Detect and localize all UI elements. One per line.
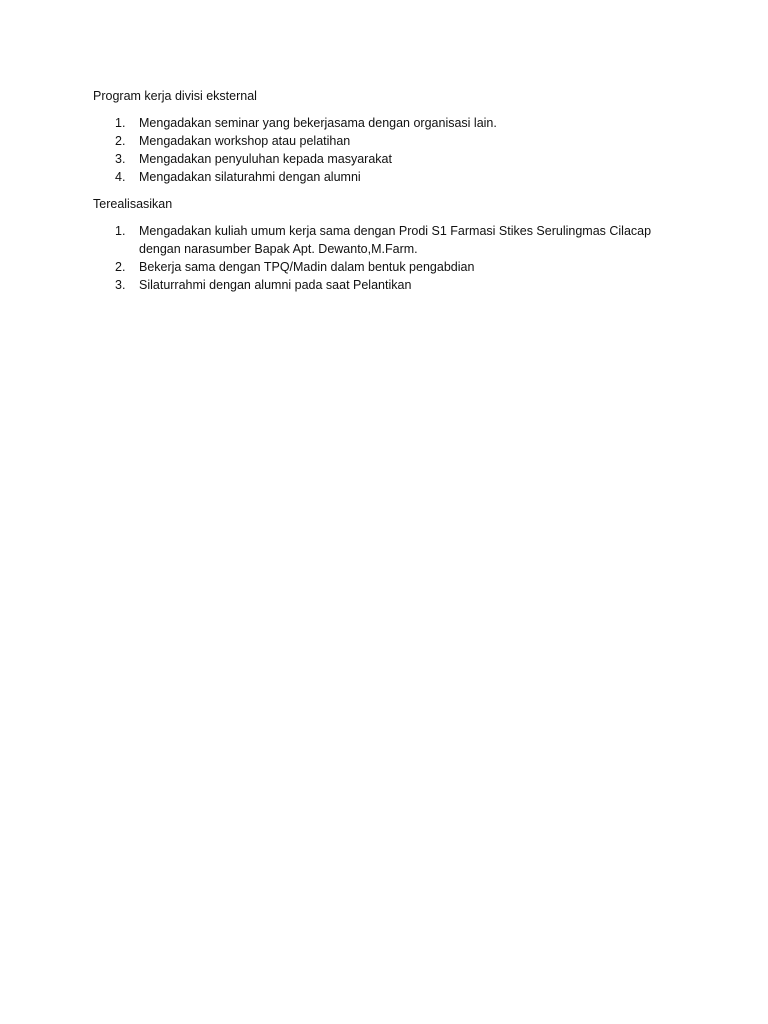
list-number: 2. — [115, 260, 126, 274]
list-text: Mengadakan workshop atau pelatihan — [139, 134, 351, 148]
realized-list — [93, 222, 693, 294]
program-list — [93, 114, 693, 186]
list-number: 1. — [115, 116, 126, 130]
list-item — [93, 222, 693, 258]
list-number: 4. — [115, 170, 126, 184]
document-content — [93, 87, 693, 303]
list-text: Bekerja sama dengan TPQ/Madin dalam bentuk pengabdian — [139, 260, 475, 274]
list-item — [93, 276, 693, 294]
list-number: 3. — [115, 278, 126, 292]
list-text: Mengadakan kuliah umum kerja sama dengan Prodi S1 Farmasi Stikes Serulingmas Cilacap dengan narasumber Bapak Apt. Dewanto,M.Farm. — [139, 224, 652, 256]
list-text: Mengadakan seminar yang bekerjasama dengan organisasi lain. — [139, 116, 497, 130]
list-number: 1. — [115, 224, 126, 238]
list-number: 2. — [115, 134, 126, 148]
section-heading-program: Program kerja divisi eksternal — [93, 89, 257, 103]
list-text: Silaturrahmi dengan alumni pada saat Pelantikan — [139, 278, 412, 292]
list-number: 3. — [115, 152, 126, 166]
list-item — [93, 258, 693, 276]
list-text: Mengadakan silaturahmi dengan alumni — [139, 170, 361, 184]
section-heading-realized: Terealisasikan — [93, 197, 173, 211]
list-item — [93, 150, 693, 168]
list-item — [93, 132, 693, 150]
list-item — [93, 168, 693, 186]
list-item — [93, 114, 693, 132]
list-text: Mengadakan penyuluhan kepada masyarakat — [139, 152, 392, 166]
